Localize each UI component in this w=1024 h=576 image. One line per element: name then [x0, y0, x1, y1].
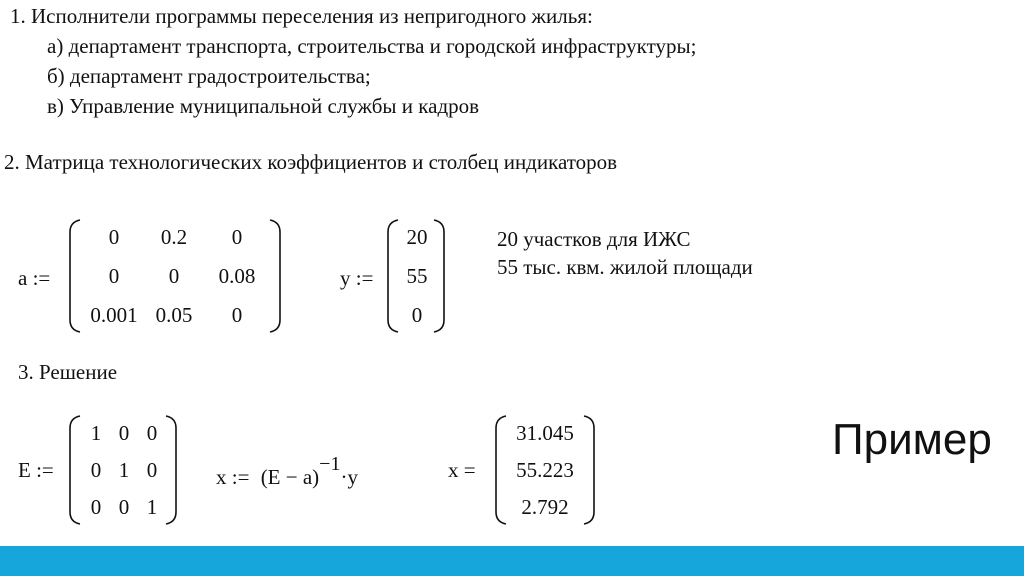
section1-item-c: в) Управление муниципальной службы и кадров — [47, 94, 480, 118]
vector-x-right-bracket — [582, 414, 596, 526]
matrix-a-label: a := — [18, 266, 51, 290]
matrix-e-left-bracket — [68, 414, 82, 526]
vector-x-cell: 2.792 — [521, 495, 569, 520]
formula-tail: ·y — [340, 465, 358, 489]
matrix-e-cell: 0 — [146, 420, 158, 445]
vector-y-right-bracket — [432, 218, 446, 334]
matrix-a-cell: 0.001 — [90, 302, 138, 327]
matrix-e-cell: 0 — [118, 420, 130, 445]
matrix-e-cell: 0 — [90, 457, 102, 482]
section3-heading: 3. Решение — [18, 360, 118, 384]
formula-lhs: x := — [216, 465, 250, 489]
matrix-e-cell: 1 — [118, 457, 130, 482]
matrix-a-cell: 0 — [108, 225, 120, 250]
matrix-a-cell: 0 — [231, 225, 243, 250]
vector-y-left-bracket — [386, 218, 400, 334]
matrix-a-cell: 0 — [168, 263, 180, 288]
matrix-e-cell: 0 — [118, 495, 130, 520]
bottom-accent-bar — [0, 546, 1024, 576]
matrix-e-right-bracket — [164, 414, 178, 526]
formula-exponent: −1 — [319, 453, 341, 475]
matrix-a-cell: 0.08 — [218, 263, 256, 288]
matrix-e — [82, 414, 166, 526]
matrix-e-cell: 0 — [90, 495, 102, 520]
matrix-e-cell: 1 — [90, 420, 102, 445]
matrix-e-label: E := — [18, 458, 54, 482]
vector-x-cell: 55.223 — [516, 457, 574, 482]
note-plots: 20 участков для ИЖС — [497, 227, 691, 251]
vector-y-cell: 20 — [406, 225, 428, 250]
matrix-a-left-bracket — [68, 218, 82, 334]
vector-x — [506, 414, 584, 526]
vector-y — [400, 218, 434, 334]
matrix-a-right-bracket — [268, 218, 282, 334]
matrix-e-cell: 0 — [146, 457, 158, 482]
matrix-a-cell: 0.2 — [160, 225, 188, 250]
section1-heading: 1. Исполнители программы переселения из непригодного жилья: — [10, 4, 593, 28]
slide-title: Пример — [832, 415, 992, 464]
vector-y-cell: 0 — [411, 302, 423, 327]
matrix-a-cell: 0 — [108, 263, 120, 288]
note-living-area: 55 тыс. квм. жилой площади — [497, 255, 753, 279]
section1-item-b: б) департамент градостроительства; — [47, 64, 371, 88]
vector-y-cell: 55 — [406, 263, 428, 288]
matrix-e-cell: 1 — [146, 495, 158, 520]
matrix-a — [84, 218, 270, 334]
section2-heading: 2. Матрица технологических коэффициентов и столбец индикаторов — [4, 150, 618, 174]
vector-x-label: x = — [448, 458, 476, 482]
formula-expression: (E − a) — [260, 465, 320, 489]
solution-formula — [216, 453, 358, 489]
vector-y-label: y := — [340, 266, 374, 290]
matrix-a-cell: 0.05 — [155, 302, 193, 327]
vector-x-cell: 31.045 — [516, 420, 574, 445]
matrix-a-cell: 0 — [231, 302, 243, 327]
section1-item-a: а) департамент транспорта, строительства и городской инфраструктуры; — [47, 34, 697, 58]
